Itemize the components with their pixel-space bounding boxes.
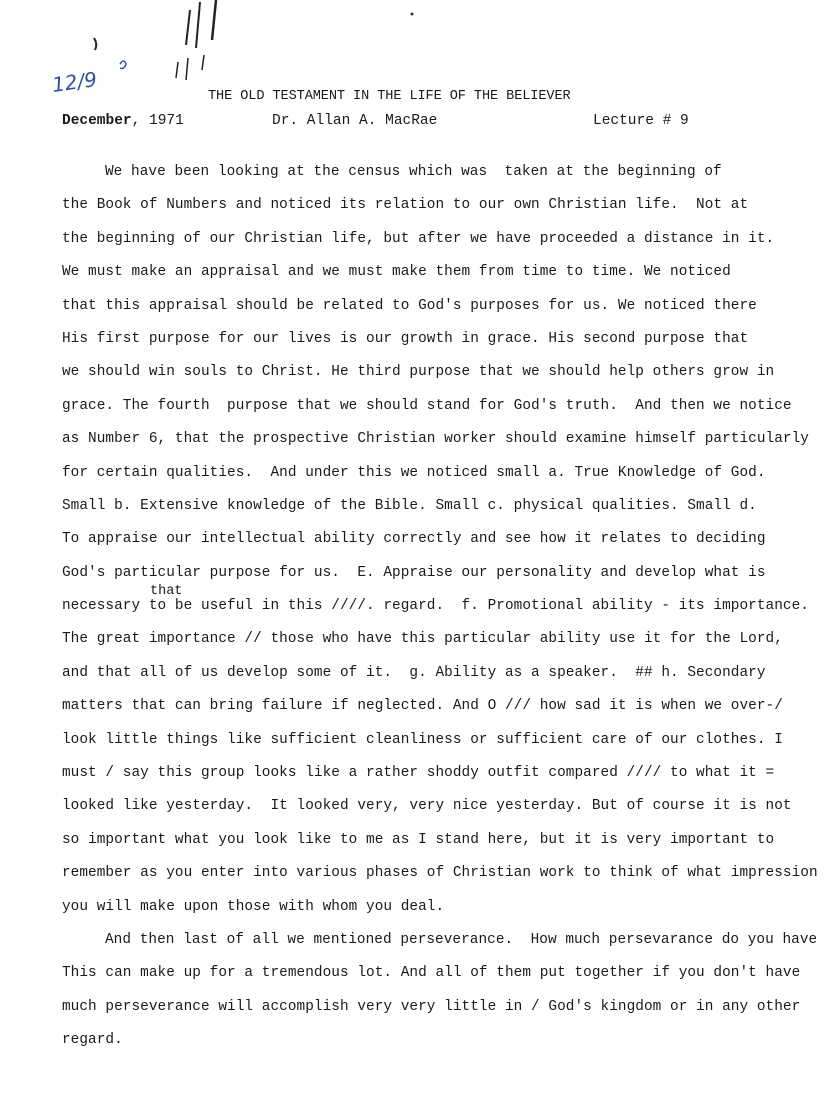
text-line: as Number 6, that the prospective Christian worker should examine himself particularly	[62, 431, 809, 448]
text-line: the beginning of our Christian life, but after we have proceeded a distance in it.	[62, 230, 775, 247]
text-line: remember as you enter into various phases of Christian work to think of what impression	[62, 865, 818, 882]
text-line: matters that can bring failure if neglected. And O /// how sad it is when we over-/	[62, 698, 783, 715]
text-line: His first purpose for our lives is our growth in grace. His second purpose that	[62, 330, 749, 347]
text-line: This can make up for a tremendous lot. And all of them put together if you don't have	[62, 965, 801, 982]
text-line: necessary to be useful in this ////. regard. f. Promotional ability - its importance.	[62, 598, 809, 615]
text-line: so important what you look like to me as I stand here, but it is very important to	[62, 831, 775, 848]
text-line: look little things like sufficient cleanliness or sufficient care of our clothes. I	[62, 731, 783, 748]
text-line: We have been looking at the census which was taken at the beginning of	[105, 164, 722, 180]
text-line: that this appraisal should be related to God's purposes for us. We noticed there	[62, 297, 757, 314]
lecture-body	[62, 160, 822, 1062]
text-line: for certain qualities. And under this we noticed small a. True Knowledge of God.	[62, 464, 766, 481]
text-line: We must make an appraisal and we must make them from time to time. We noticed	[62, 264, 731, 281]
interlinear-insertion: that	[150, 584, 183, 599]
text-line: Small b. Extensive knowledge of the Bible. Small c. physical qualities. Small d.	[62, 497, 757, 514]
text-line: you will make upon those with whom you deal.	[62, 898, 445, 915]
text-line: and that all of us develop some of it. g. Ability as a speaker. ## h. Secondary	[62, 664, 766, 681]
text-line: regard.	[62, 1032, 123, 1049]
text-line: we should win souls to Christ. He third purpose that we should help others grow in	[62, 364, 775, 381]
lecture-author: Dr. Allan A. MacRae	[272, 113, 438, 129]
text-line: The great importance // those who have this particular ability use it for the Lord,	[62, 631, 783, 648]
date-year: , 1971	[131, 113, 184, 129]
text-line: God's particular purpose for us. E. Appraise our personality and develop what is	[62, 564, 766, 581]
text-line: must / say this group looks like a rather shoddy outfit compared //// to what it =	[62, 765, 775, 782]
document-title: THE OLD TESTAMENT IN THE LIFE OF THE BELIEVER	[208, 89, 571, 104]
text-line: And then last of all we mentioned perseverance. How much persevarance do you have	[105, 931, 818, 948]
lecture-date	[62, 113, 184, 129]
text-line: much perseverance will accomplish very very little in / God's kingdom or in any other	[62, 998, 801, 1015]
text-line: looked like yesterday. It looked very, very nice yesterday. But of course it is not	[62, 798, 792, 815]
text-line: the Book of Numbers and noticed its relation to our own Christian life. Not at	[62, 197, 749, 214]
text-line: grace. The fourth purpose that we should stand for God's truth. And then we notice	[62, 397, 792, 414]
handwritten-date-note: 12/9	[50, 66, 99, 98]
text-line: To appraise our intellectual ability correctly and see how it relates to deciding	[62, 531, 766, 548]
lecture-number: Lecture # 9	[593, 113, 689, 129]
date-month: December	[62, 113, 132, 129]
